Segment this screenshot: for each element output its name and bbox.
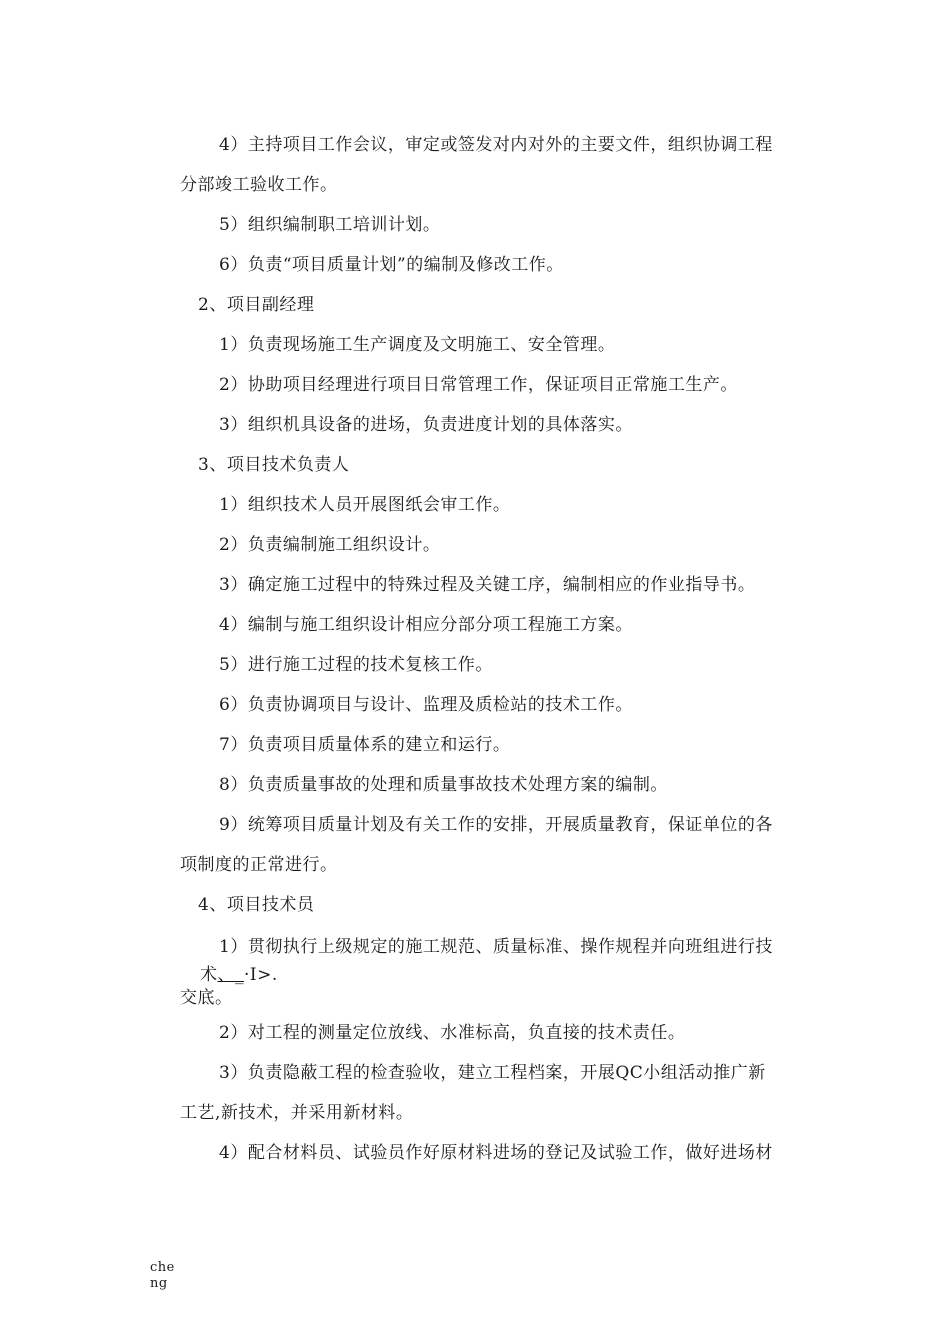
footer-text-line2: ng — [150, 1276, 168, 1291]
paragraph-line: 2）协助项目经理进行项目日常管理工作，保证项目正常施工生产。 — [219, 375, 738, 395]
paragraph-line: 4）主持项目工作会议，审定或签发对内对外的主要文件，组织协调工程 — [219, 135, 773, 155]
section-heading: 2、项目副经理 — [198, 295, 315, 315]
garbled-suffix: ·I>. — [244, 965, 278, 985]
paragraph-line: 1）贯彻执行上级规定的施工规范、质量标准、操作规程并向班组进行技 — [219, 937, 773, 957]
paragraph-line: 1）组织技术人员开展图纸会审工作。 — [219, 495, 511, 515]
section-heading: 4、项目技术员 — [198, 895, 315, 915]
paragraph-line: 交底。 — [180, 988, 233, 1008]
garbled-fragment — [200, 964, 278, 986]
paragraph-line: 项制度的正常进行。 — [180, 855, 338, 875]
paragraph-line: 分部竣工验收工作。 — [180, 175, 338, 195]
paragraph-line: 9）统筹项目质量计划及有关工作的安排，开展质量教育，保证单位的各 — [219, 815, 773, 835]
paragraph-line: 3）负责隐蔽工程的检查验收，建立工程档案，开展QC小组活动推广新 — [219, 1063, 766, 1083]
paragraph-line: 工艺,新技术，并采用新材料。 — [180, 1103, 414, 1123]
paragraph-line: 2）对工程的测量定位放线、水准标高，负直接的技术责任。 — [219, 1023, 686, 1043]
paragraph-line: 4）配合材料员、试验员作好原材料进场的登记及试验工作，做好进场材 — [219, 1143, 773, 1163]
section-heading: 3、项目技术负责人 — [198, 455, 350, 475]
paragraph-line: 5）进行施工过程的技术复核工作。 — [219, 655, 493, 675]
garbled-underlined: 、_ — [217, 965, 244, 985]
paragraph-line: 3）组织机具设备的进场，负责进度计划的具体落实。 — [219, 415, 633, 435]
paragraph-line: 4）编制与施工组织设计相应分部分项工程施工方案。 — [219, 615, 633, 635]
paragraph-line: 1）负责现场施工生产调度及文明施工、安全管理。 — [219, 335, 616, 355]
paragraph-line: 2）负责编制施工组织设计。 — [219, 535, 441, 555]
paragraph-line: 3）确定施工过程中的特殊过程及关键工序，编制相应的作业指导书。 — [219, 575, 756, 595]
paragraph-line: 8）负责质量事故的处理和质量事故技术处理方案的编制。 — [219, 775, 668, 795]
paragraph-line: 6）负责协调项目与设计、监理及质检站的技术工作。 — [219, 695, 633, 715]
paragraph-line: 5）组织编制职工培训计划。 — [219, 215, 441, 235]
paragraph-line: 6）负责“项目质量计划”的编制及修改工作。 — [219, 255, 564, 275]
paragraph-line: 7）负责项目质量体系的建立和运行。 — [219, 735, 511, 755]
footer-text-line1: che — [150, 1260, 175, 1275]
garbled-prefix: 术 — [200, 965, 218, 985]
